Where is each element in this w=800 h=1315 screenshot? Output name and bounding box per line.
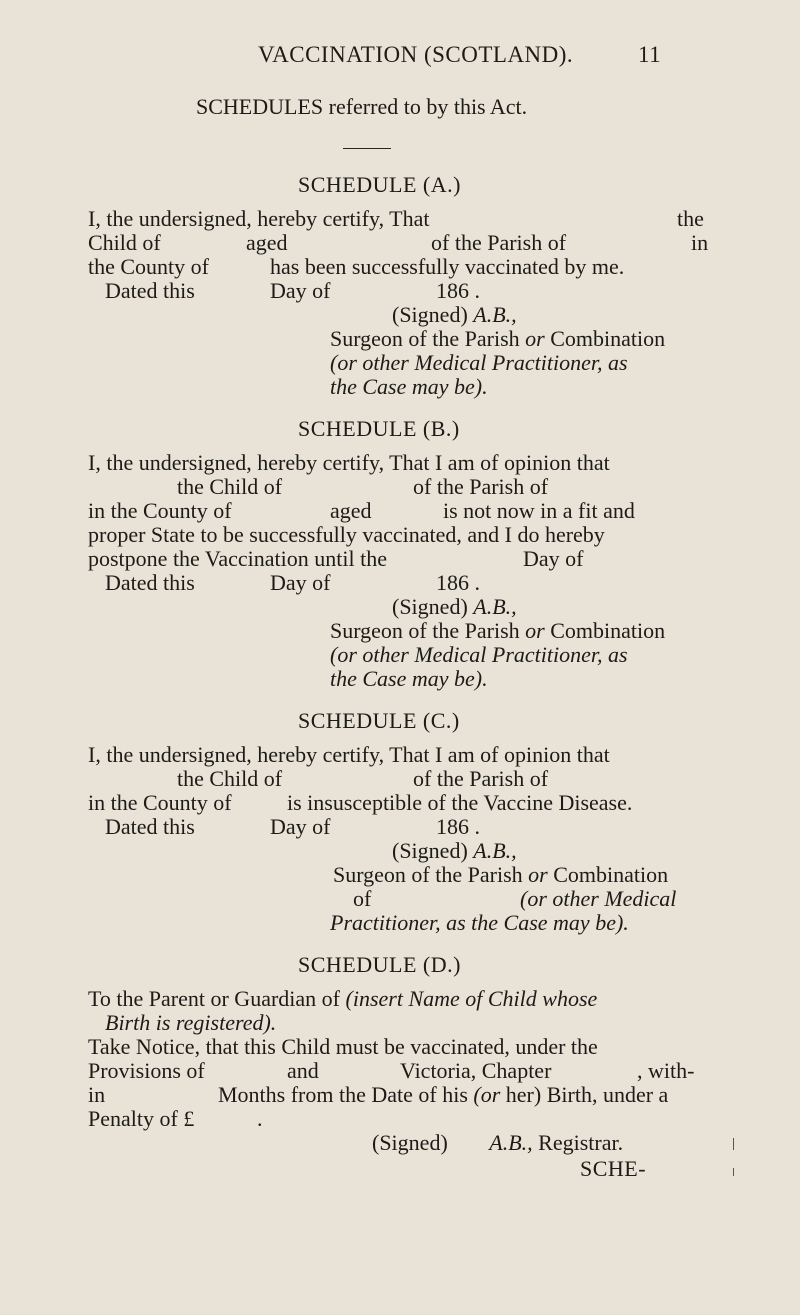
- surgeon-label: Surgeon of the Parish: [330, 326, 520, 351]
- schedule-d-text: [218, 1082, 668, 1108]
- schedule-c-text: of the Parish of: [413, 766, 549, 791]
- signed-label: (Signed): [372, 1130, 448, 1155]
- practitioner-note: the Case may be).: [330, 374, 488, 399]
- schedule-a-text: in: [691, 230, 709, 255]
- catchword: SCHE-: [580, 1156, 647, 1181]
- signature-line: [392, 302, 517, 328]
- schedule-c-text: I, the undersigned, hereby certify, That I am of opinion that: [88, 742, 610, 767]
- schedule-b-text: Dated this: [105, 570, 195, 595]
- practitioner-note: the Case may be).: [330, 666, 488, 691]
- schedule-b-text: is not now in a fit and: [443, 498, 635, 523]
- surgeon-line: [333, 862, 668, 888]
- schedule-d-text: and: [287, 1058, 319, 1083]
- schedule-b-text: of the Parish of: [413, 474, 549, 499]
- combination-label: Combination: [553, 862, 669, 887]
- surgeon-line: [330, 326, 665, 352]
- surgeon-line: [330, 618, 665, 644]
- schedule-c-text: is insusceptible of the Vaccine Disease.: [287, 790, 633, 815]
- schedule-d-text: Penalty of £: [88, 1106, 195, 1131]
- combination-label: Combination: [550, 326, 666, 351]
- schedule-b-text: proper State to be successfully vaccinated, and I do hereby: [88, 522, 605, 547]
- schedule-a-text: Day of: [270, 278, 331, 303]
- insert-instruction: (insert Name of Child whose: [345, 986, 598, 1011]
- schedule-d-text: .: [257, 1106, 263, 1131]
- of-label: of: [353, 886, 372, 911]
- schedule-b-title: SCHEDULE (B.): [298, 416, 460, 441]
- registrar-signature: [372, 1130, 623, 1156]
- schedule-a-text: the County of: [88, 254, 209, 279]
- section-divider: [343, 148, 391, 149]
- schedules-intro: SCHEDULES referred to by this Act.: [196, 94, 528, 119]
- signature-line: [392, 838, 517, 864]
- or-label: (or: [473, 1082, 501, 1107]
- practitioner-note: (or other Medical Practitioner, as: [330, 350, 628, 375]
- or-label: or: [525, 326, 545, 351]
- schedule-b-text: the Child of: [177, 474, 283, 499]
- signature-line: [392, 594, 517, 620]
- schedule-a-text: aged: [246, 230, 288, 255]
- schedule-a-text: the: [677, 206, 704, 231]
- schedule-d-text: [88, 1082, 105, 1108]
- schedule-d-text: Victoria, Chapter: [400, 1058, 552, 1083]
- schedule-b-text: 186 .: [436, 570, 480, 595]
- schedule-a-title: SCHEDULE (A.): [298, 172, 461, 197]
- schedule-d-text: Take Notice, that this Child must be vaccinated, under the: [88, 1034, 598, 1059]
- schedule-a-text: has been successfully vaccinated by me.: [270, 254, 625, 279]
- practitioner-note: (or other Medical: [520, 886, 677, 911]
- schedule-d-text: [88, 986, 597, 1012]
- margin-mark: [733, 1138, 734, 1150]
- or-label: or: [528, 862, 548, 887]
- or-label: or: [525, 618, 545, 643]
- schedule-a-text: 186 .: [436, 278, 480, 303]
- signed-label: (Signed): [392, 838, 468, 863]
- schedule-b-text: Day of: [523, 546, 584, 571]
- schedule-c-text: the Child of: [177, 766, 283, 791]
- schedule-b-text: I, the undersigned, hereby certify, That I am of opinion that: [88, 450, 610, 475]
- schedule-c-text: 186 .: [436, 814, 480, 839]
- surgeon-label: Surgeon of the Parish: [333, 862, 523, 887]
- schedule-b-text: Day of: [270, 570, 331, 595]
- insert-instruction: Birth is registered).: [105, 1010, 277, 1035]
- schedule-c-text: Day of: [270, 814, 331, 839]
- schedule-d-text: , with-: [637, 1058, 695, 1083]
- schedule-c-text: in the County of: [88, 790, 232, 815]
- schedule-b-text: aged: [330, 498, 372, 523]
- schedule-a-text: Child of: [88, 230, 161, 255]
- running-title: VACCINATION (SCOTLAND).: [258, 42, 574, 67]
- schedule-d-title: SCHEDULE (D.): [298, 952, 461, 977]
- months-clause: Months from the Date of his: [218, 1082, 468, 1107]
- schedule-a-text: Dated this: [105, 278, 195, 303]
- schedule-d-text: Provisions of: [88, 1058, 205, 1083]
- signatory-initials: A.B.,: [473, 594, 517, 619]
- schedule-b-text: in the County of: [88, 498, 232, 523]
- schedule-a-text: of the Parish of: [431, 230, 567, 255]
- practitioner-note: Practitioner, as the Case may be).: [330, 910, 629, 935]
- schedule-b-text: postpone the Vaccination until the: [88, 546, 387, 571]
- practitioner-note: (or other Medical Practitioner, as: [330, 642, 628, 667]
- signatory-initials: A.B.,: [473, 302, 517, 327]
- surgeon-label: Surgeon of the Parish: [330, 618, 520, 643]
- birth-clause: her) Birth, under a: [505, 1082, 669, 1107]
- signatory-initials: A.B.,: [489, 1130, 533, 1155]
- signed-label: (Signed): [392, 302, 468, 327]
- schedule-c-text: Dated this: [105, 814, 195, 839]
- within-label: in: [88, 1082, 106, 1107]
- signatory-initials: A.B.,: [473, 838, 517, 863]
- page-number: 11: [638, 42, 662, 67]
- notice-addressee: To the Parent or Guardian of: [88, 986, 340, 1011]
- signed-label: (Signed): [392, 594, 468, 619]
- registrar-label: Registrar.: [538, 1130, 624, 1155]
- combination-label: Combination: [550, 618, 666, 643]
- schedule-c-title: SCHEDULE (C.): [298, 708, 460, 733]
- margin-mark: [733, 1168, 734, 1176]
- schedule-a-text: I, the undersigned, hereby certify, That: [88, 206, 430, 231]
